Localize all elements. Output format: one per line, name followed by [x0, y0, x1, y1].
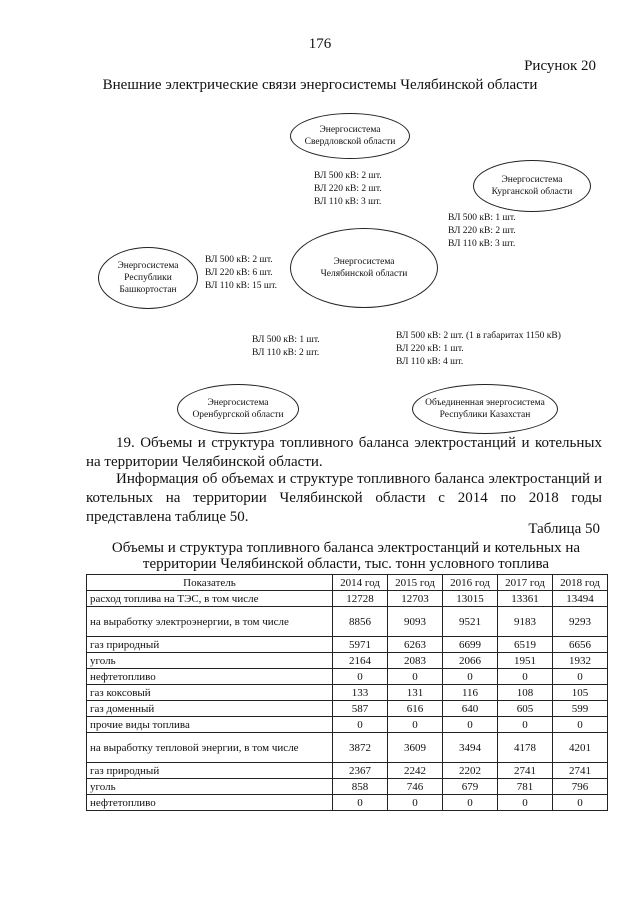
row-label: газ природный — [87, 637, 333, 653]
table-header-row — [87, 575, 608, 591]
cell-value: 1951 — [498, 653, 553, 669]
table-row — [87, 669, 608, 685]
fuel-balance-table — [86, 574, 608, 811]
node-bashkortostan-line3: Башкортостан — [119, 285, 177, 295]
node-chelyabinsk-line2: Челябинской области — [320, 269, 408, 279]
cell-value: 2083 — [388, 653, 443, 669]
link-line: ВЛ 500 кВ: 1 шт. — [448, 213, 516, 223]
cell-value: 2367 — [333, 763, 388, 779]
link-line: ВЛ 220 кВ: 2 шт. — [314, 184, 382, 194]
cell-value: 13015 — [443, 591, 498, 607]
header-2014: 2014 год — [333, 575, 388, 591]
row-label: расход топлива на ТЭС, в том числе — [87, 591, 333, 607]
cell-value: 0 — [333, 717, 388, 733]
row-label: на выработку электроэнергии, в том числе — [87, 607, 333, 637]
table-row — [87, 637, 608, 653]
section-heading: 19. Объемы и структура топливного баланса электростанций и котельных на территории Челябинской области. — [86, 435, 602, 470]
cell-value: 2741 — [498, 763, 553, 779]
cell-value: 0 — [333, 669, 388, 685]
row-label: газ доменный — [87, 701, 333, 717]
cell-value: 605 — [498, 701, 553, 717]
cell-value: 2741 — [553, 763, 608, 779]
cell-value: 9521 — [443, 607, 498, 637]
node-bashkortostan-line1: Энергосистема — [117, 261, 179, 271]
cell-value: 13494 — [553, 591, 608, 607]
cell-value: 0 — [553, 717, 608, 733]
cell-value: 0 — [443, 795, 498, 811]
cell-value: 9093 — [388, 607, 443, 637]
cell-value: 0 — [388, 669, 443, 685]
table-row — [87, 763, 608, 779]
cell-value: 1932 — [553, 653, 608, 669]
links-kazakhstan — [396, 330, 561, 369]
link-line: ВЛ 110 кВ: 4 шт. — [396, 357, 464, 367]
cell-value: 2242 — [388, 763, 443, 779]
row-label: уголь — [87, 779, 333, 795]
header-2018: 2018 год — [553, 575, 608, 591]
cell-value: 6263 — [388, 637, 443, 653]
row-label: газ природный — [87, 763, 333, 779]
cell-value: 0 — [388, 717, 443, 733]
row-label: нефтетопливо — [87, 669, 333, 685]
link-line: ВЛ 110 кВ: 15 шт. — [205, 281, 278, 291]
header-2016: 2016 год — [443, 575, 498, 591]
cell-value: 6519 — [498, 637, 553, 653]
node-kazakhstan — [412, 384, 558, 434]
cell-value: 2202 — [443, 763, 498, 779]
cell-value: 133 — [333, 685, 388, 701]
node-orenburg — [177, 384, 299, 434]
cell-value: 6699 — [443, 637, 498, 653]
cell-value: 679 — [443, 779, 498, 795]
link-line: ВЛ 110 кВ: 3 шт. — [448, 239, 516, 249]
links-orenburg — [252, 334, 320, 360]
link-line: ВЛ 500 кВ: 2 шт. — [205, 255, 273, 265]
cell-value: 746 — [388, 779, 443, 795]
cell-value: 3872 — [333, 733, 388, 763]
cell-value: 3609 — [388, 733, 443, 763]
link-line: ВЛ 220 кВ: 1 шт. — [396, 344, 464, 354]
row-label: на выработку тепловой энергии, в том числе — [87, 733, 333, 763]
link-line: ВЛ 110 кВ: 3 шт. — [314, 197, 382, 207]
row-label: нефтетопливо — [87, 795, 333, 811]
node-orenburg-line2: Оренбургской области — [192, 410, 284, 420]
cell-value: 4178 — [498, 733, 553, 763]
node-sverdlovsk — [290, 113, 410, 159]
cell-value: 12728 — [333, 591, 388, 607]
header-2017: 2017 год — [498, 575, 553, 591]
cell-value: 0 — [498, 669, 553, 685]
figure-label: Рисунок 20 — [524, 58, 596, 74]
figure-title: Внешние электрические связи энергосистемы Челябинской области — [102, 77, 538, 93]
page-number: 176 — [308, 36, 332, 52]
cell-value: 781 — [498, 779, 553, 795]
table-label: Таблица 50 — [528, 521, 600, 537]
table-row — [87, 685, 608, 701]
table-row — [87, 701, 608, 717]
node-chelyabinsk-line1: Энергосистема — [333, 257, 395, 267]
cell-value: 587 — [333, 701, 388, 717]
cell-value: 0 — [333, 795, 388, 811]
table-row — [87, 717, 608, 733]
cell-value: 796 — [553, 779, 608, 795]
cell-value: 0 — [388, 795, 443, 811]
cell-value: 640 — [443, 701, 498, 717]
links-sverdlovsk — [314, 170, 382, 209]
cell-value: 2066 — [443, 653, 498, 669]
node-kurgan — [473, 160, 591, 212]
cell-value: 116 — [443, 685, 498, 701]
cell-value: 12703 — [388, 591, 443, 607]
link-line: ВЛ 110 кВ: 2 шт. — [252, 348, 320, 358]
link-line: ВЛ 220 кВ: 6 шт. — [205, 268, 273, 278]
cell-value: 0 — [553, 795, 608, 811]
cell-value: 6656 — [553, 637, 608, 653]
cell-value: 4201 — [553, 733, 608, 763]
node-kurgan-line1: Энергосистема — [501, 175, 563, 185]
header-2015: 2015 год — [388, 575, 443, 591]
cell-value: 0 — [443, 669, 498, 685]
node-sverdlovsk-line1: Энергосистема — [319, 125, 381, 135]
cell-value: 105 — [553, 685, 608, 701]
link-line: ВЛ 500 кВ: 2 шт. (1 в габаритах 1150 кВ) — [396, 331, 561, 341]
table-row — [87, 779, 608, 795]
links-kurgan — [448, 212, 516, 251]
link-line: ВЛ 500 кВ: 2 шт. — [314, 171, 382, 181]
cell-value: 616 — [388, 701, 443, 717]
cell-value: 858 — [333, 779, 388, 795]
row-label: уголь — [87, 653, 333, 669]
cell-value: 0 — [443, 717, 498, 733]
table-row — [87, 607, 608, 637]
row-label: газ коксовый — [87, 685, 333, 701]
link-line: ВЛ 500 кВ: 1 шт. — [252, 335, 320, 345]
cell-value: 108 — [498, 685, 553, 701]
node-kurgan-line2: Курганской области — [491, 187, 573, 197]
node-sverdlovsk-line2: Свердловской области — [304, 137, 396, 147]
table-row — [87, 733, 608, 763]
node-chelyabinsk — [290, 228, 438, 308]
link-line: ВЛ 220 кВ: 2 шт. — [448, 226, 516, 236]
cell-value: 0 — [553, 669, 608, 685]
row-label: прочие виды топлива — [87, 717, 333, 733]
cell-value: 599 — [553, 701, 608, 717]
node-bashkortostan — [98, 247, 198, 309]
node-bashkortostan-line2: Республики — [124, 273, 172, 283]
cell-value: 3494 — [443, 733, 498, 763]
table-row — [87, 591, 608, 607]
cell-value: 0 — [498, 795, 553, 811]
header-indicator: Показатель — [87, 575, 333, 591]
links-bashkortostan — [205, 254, 277, 293]
cell-value: 8856 — [333, 607, 388, 637]
node-orenburg-line1: Энергосистема — [207, 398, 269, 408]
node-kazakhstan-line2: Республики Казахстан — [439, 410, 531, 420]
cell-value: 0 — [498, 717, 553, 733]
cell-value: 131 — [388, 685, 443, 701]
cell-value: 2164 — [333, 653, 388, 669]
cell-value: 13361 — [498, 591, 553, 607]
table-row — [87, 795, 608, 811]
table-row — [87, 653, 608, 669]
cell-value: 9183 — [498, 607, 553, 637]
section-intro: Информация об объемах и структуре топливного баланса электростанций и котельных на территории Челябинской области с 2014 по 2018 годы представлена таблице 50. — [86, 471, 602, 525]
table-title: Объемы и структура топливного баланса электростанций и котельных на территории Челябинской области, тыс. тонн условного топлива — [111, 540, 581, 572]
cell-value: 5971 — [333, 637, 388, 653]
cell-value: 9293 — [553, 607, 608, 637]
node-kazakhstan-line1: Объединенная энергосистема — [425, 398, 545, 408]
